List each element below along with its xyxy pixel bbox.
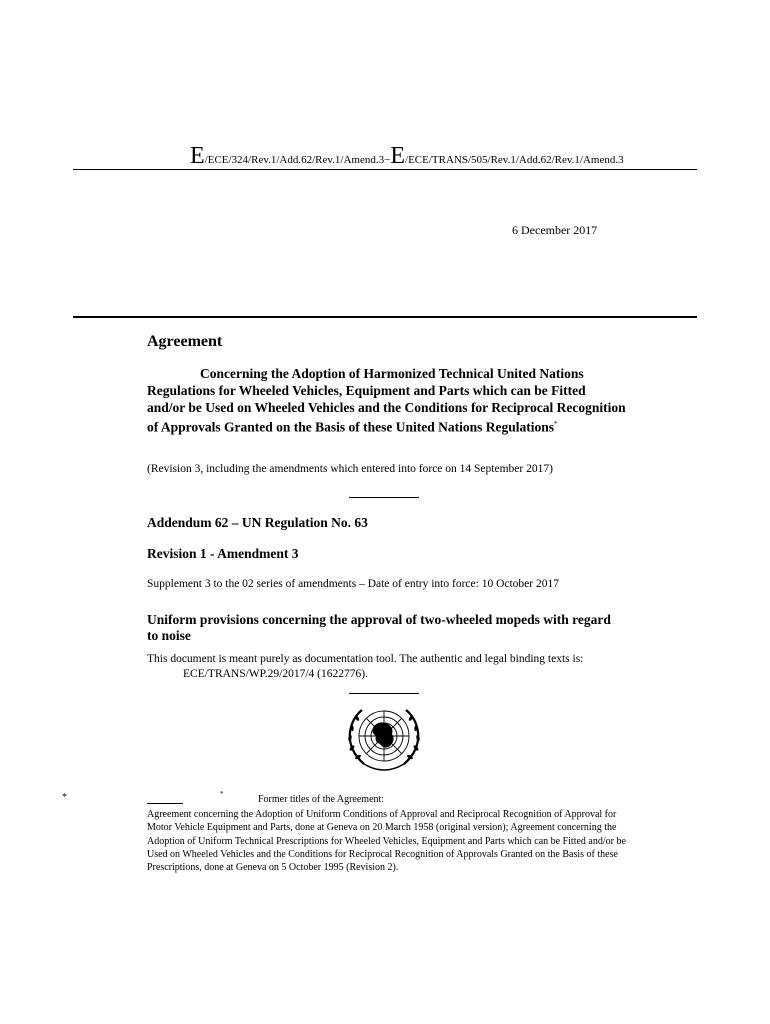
agreement-subtitle (147, 365, 627, 436)
symbol1-letter: E (190, 143, 205, 169)
footnote-marker: * (220, 790, 224, 798)
footnote-rule (147, 803, 183, 804)
un-emblem-icon (340, 704, 428, 780)
symbol-separator: − (384, 154, 391, 166)
revision-note: (Revision 3, including the amendments which entered into force on 14 September 2017) (147, 463, 553, 475)
uniform-provisions-title: Uniform provisions concerning the approval of two-wheeled mopeds with regard to noise (147, 612, 611, 643)
footnote-margin-marker: * (62, 792, 67, 803)
documentation-note (147, 652, 583, 682)
separator-rule-2 (349, 693, 419, 694)
supplement-note: Supplement 3 to the 02 series of amendments – Date of entry into force: 10 October 2017 (147, 578, 559, 590)
header-rule (73, 169, 697, 170)
footnote-heading: Former titles of the Agreement: (258, 794, 385, 805)
symbol2-text: /ECE/TRANS/505/Rev.1/Add.62/Rev.1/Amend.3 (405, 154, 624, 166)
revision-amendment-heading: Revision 1 - Amendment 3 (147, 546, 299, 561)
symbol2-letter: E (390, 143, 406, 169)
documentation-note-line2: ECE/TRANS/WP.29/2017/4 (1622776). (183, 668, 368, 680)
footnote-body: Agreement concerning the Adoption of Uniform Conditions of Approval and Reciprocal Recognition of Approval for Motor Vehicle Equipment and Parts, done at Geneva on 20 March 1958 (original version); Agreement concerning the Adoption of Uniform Technical Prescriptions for Wheeled Vehicles, Equipment and Parts which can be Fitted and/or be Used on Wheeled Vehicles and the Conditions for Reciprocal Recognition of Approvals Granted on the Basis of these Prescriptions, done at Geneva on 5 October 1995 (Revision 2). (147, 809, 626, 874)
footnote-reference: * (554, 420, 558, 428)
separator-rule-1 (349, 497, 419, 498)
symbol1-text: /ECE/324/Rev.1/Add.62/Rev.1/Amend.3 (204, 154, 385, 166)
agreement-subtitle-text: Concerning the Adoption of Harmonized Technical United Nations Regulations for Wheeled Vehicles, Equipment and Parts which can be Fitted and/or be Used on Wheeled Vehicles and the Conditions for Reciprocal Recognition of Approvals Granted on the Basis of these United Nations Regulations (147, 366, 626, 435)
addendum-heading: Addendum 62 – UN Regulation No. 63 (147, 515, 368, 530)
document-date: 6 December 2017 (512, 223, 598, 237)
document-symbol (190, 143, 624, 169)
agreement-title: Agreement (147, 333, 223, 350)
documentation-note-line1: This document is meant purely as documentation tool. The authentic and legal binding texts is: (147, 653, 584, 665)
title-rule (73, 316, 697, 318)
